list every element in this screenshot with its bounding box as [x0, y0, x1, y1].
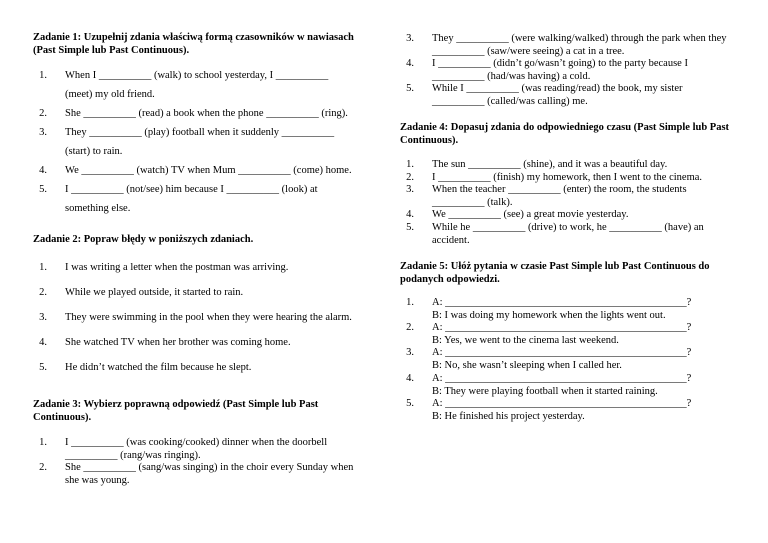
exercise-1-title: Zadanie 1: Uzupełnij zdania właściwą formą czasowników w nawiasach (Past Simple lub Past Continuous).: [33, 32, 354, 56]
exercise-4-title: Zadanie 4: Dopasuj zdania do odpowiedniego czasu (Past Simple lub Past Continuous).: [400, 122, 730, 146]
exercise-5-title: Zadanie 5: Ułóż pytania w czasie Past Simple lub Past Continuous do podanych odpowiedzi.: [400, 261, 710, 285]
exercise-2-title: Zadanie 2: Popraw błędy w poniższych zdaniach.: [33, 234, 254, 245]
answer-text: B: No, she wasn’t sleeping when I called her.: [432, 359, 622, 371]
answer-text: B: He finished his project yesterday.: [432, 410, 585, 422]
question-blank[interactable]: A: ______________________________________________?: [432, 297, 692, 308]
exercise-3-title: Zadanie 3: Wybierz poprawną odpowiedź (Past Simple lub Past Continuous).: [33, 399, 319, 423]
answer-text: B: They were playing football when it started raining.: [432, 385, 658, 397]
question-blank[interactable]: A: ______________________________________________?: [432, 322, 692, 333]
question-blank[interactable]: A: ______________________________________________?: [432, 398, 692, 409]
answer-text: B: I was doing my homework when the lights went out.: [432, 309, 666, 321]
question-blank[interactable]: A: ______________________________________________?: [432, 373, 692, 384]
answer-text: B: Yes, we went to the cinema last weekend.: [432, 334, 619, 346]
question-blank[interactable]: A: ______________________________________________?: [432, 347, 692, 358]
